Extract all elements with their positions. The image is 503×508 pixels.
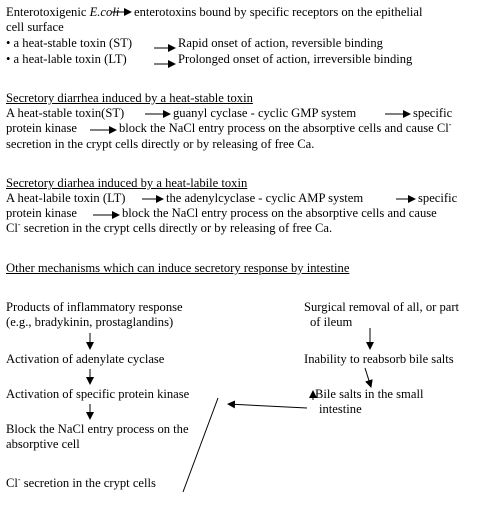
diagonal-kinase-to-cl	[183, 398, 218, 492]
lt-line-1c: specific	[418, 191, 458, 205]
surgical-line-1: Surgical removal of all, or part	[304, 300, 460, 314]
st-heading: Secretory diarrhea induced by a heat-stable toxin	[6, 91, 253, 105]
surgical-line-2: of ileum	[310, 315, 353, 329]
lt-line-1b: the adenylcyclase - cyclic AMP system	[166, 191, 364, 205]
intro-line-2: cell surface	[6, 20, 64, 34]
bile-line-2: intestine	[319, 402, 362, 416]
inability: Inability to reabsorb bile salts	[304, 352, 454, 366]
lt-line-2a: protein kinase	[6, 206, 77, 220]
st-line-1c: specific	[413, 106, 453, 120]
arrow-down-right-2	[365, 368, 371, 387]
lt-line-3: Cl- secretion in the crypt cells directly or by releasing of free Ca.	[6, 219, 333, 235]
st-line-1b: guanyl cyclase - cyclic GMP system	[173, 106, 357, 120]
activation-kinase: Activation of specific protein kinase	[6, 387, 190, 401]
ecoli-italic: E.coli	[89, 5, 120, 19]
lt-bullet: • a heat-lable toxin (LT)	[6, 52, 127, 66]
lt-line-1a: A heat-labile toxin (LT)	[6, 191, 126, 205]
st-line-2b: block the NaCl entry process on the absorptive cells and cause Cl-	[119, 119, 452, 135]
st-bullet: • a heat-stable toxin (ST)	[6, 36, 133, 50]
activation-cyclase: Activation of adenylate cyclase	[6, 352, 165, 366]
st-line-2a: protein kinase	[6, 121, 77, 135]
intro-line-1-rest: enterotoxins bound by specific receptors on the epithelial	[134, 5, 423, 19]
st-line-3: secretion in the crypt cells directly or by releasing of free Ca.	[6, 137, 315, 151]
cl-secretion: Cl- secretion in the crypt cells	[6, 474, 156, 490]
products-line-2: (e.g., bradykinin, prostaglandins)	[6, 315, 174, 329]
bile-line-1: Bile salts in the small	[315, 387, 424, 401]
lt-line-2b: block the NaCl entry process on the absorptive cells and cause	[122, 206, 437, 220]
st-line-1a: A heat-stable toxin(ST)	[6, 106, 125, 120]
lt-heading: Secretory diarhea induced by a heat-labile toxin	[6, 176, 248, 190]
block-line-2: absorptive cell	[6, 437, 80, 451]
lt-bullet-desc: Prolonged onset of action, irreversible binding	[178, 52, 413, 66]
other-heading: Other mechanisms which can induce secretory response by intestine	[6, 261, 350, 275]
block-line-1: Block the NaCl entry process on the	[6, 422, 189, 436]
intro-text: Enterotoxigenic	[6, 5, 90, 19]
arrow-bile-to-kinase	[228, 404, 307, 408]
st-bullet-desc: Rapid onset of action, reversible binding	[178, 36, 383, 50]
products-line-1: Products of inflammatory response	[6, 300, 183, 314]
